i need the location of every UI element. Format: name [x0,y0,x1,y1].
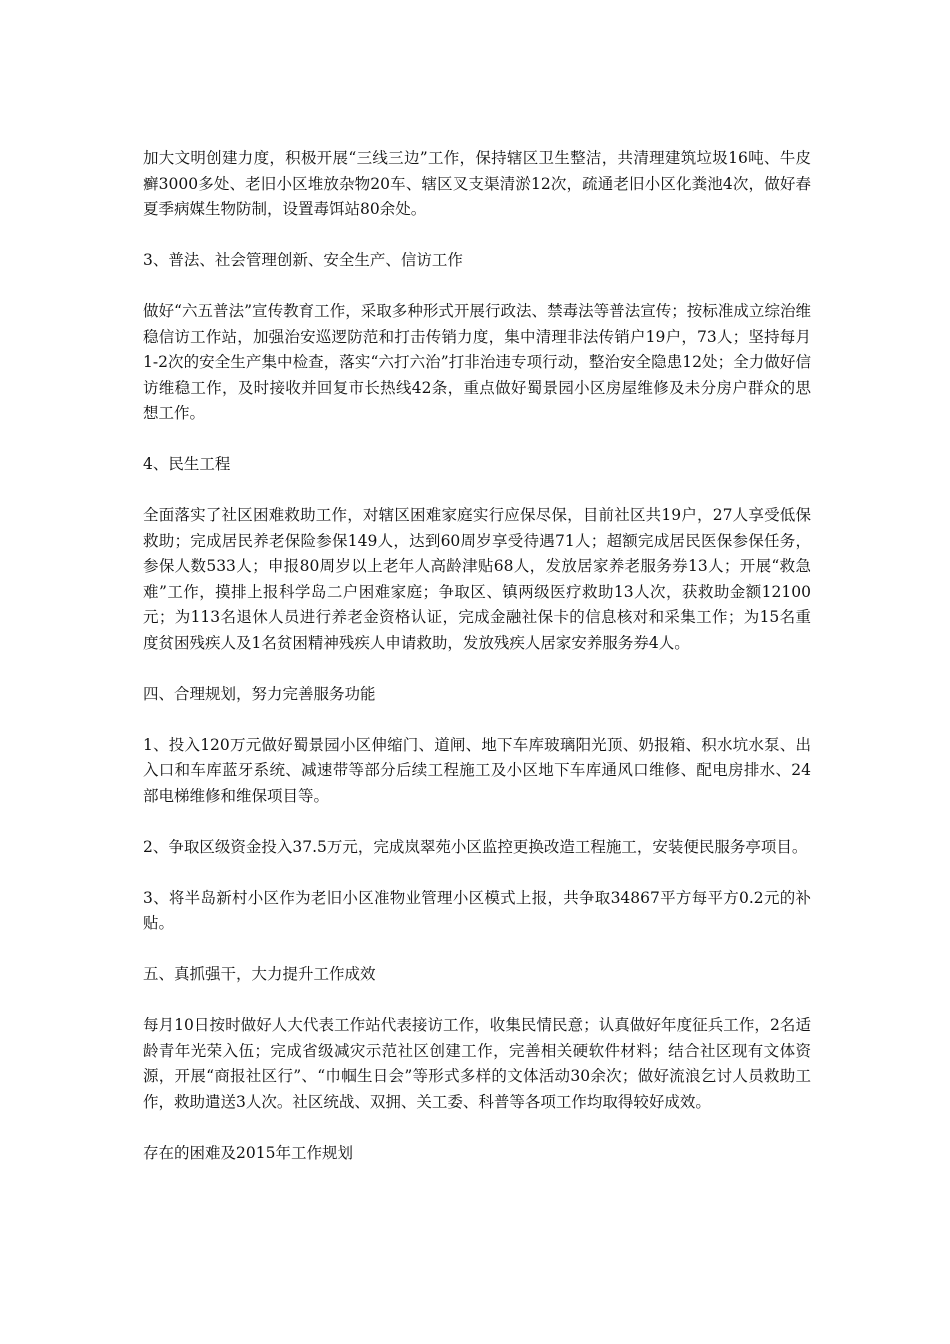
heading-section-four: 四、合理规划，努力完善服务功能 [143,684,376,703]
paragraph-item-two: 2、争取区级资金投入37.5万元，完成岚翠苑小区监控更换改造工程施工，安装便民服务亭项目。 [143,837,808,856]
heading-law-safety-petition: 3、普法、社会管理创新、安全生产、信访工作 [143,251,463,269]
heading-livelihood: 4、民生工程 [143,455,231,473]
heading-section-five: 五、真抓强干，大力提升工作成效 [143,965,376,983]
document-body [143,146,811,1192]
paragraph-livelihood: 全面落实了社区困难救助工作，对辖区困难家庭实行应保尽保，目前社区共19户，27人享受低保救助；完成居民养老保险参保149人，达到60周岁享受待遇71人；超额完成居民医保参保任务，参保人数533人；申报80周岁以上老年人高龄津贴68人，发放居家养老服务券13人；开展“救急难”工作，摸排上报科学岛二户困难家庭；争取区、镇两级医疗救助13人次，获救助金额12100元；为113名退休人员进行养老金资格认证，完成金融社保卡的信息核对和采集工作；为15名重度贫困残疾人及1名贫困精神残疾人申请救助，发放残疾人居家安养服务券4人。 [143,506,811,652]
heading-difficulties-plan: 存在的困难及2015年工作规划 [143,1143,353,1162]
paragraph-law-safety-petition: 做好“六五普法”宣传教育工作，采取多种形式开展行政法、禁毒法等普法宣传；按标准成立综治维稳信访工作站，加强治安巡逻防范和打击传销力度，集中清理非法传销户19户，73人；坚持每月1-2次的安全生产集中检查，落实“六打六治”打非治违专项行动，整治安全隐患12处；全力做好信访维稳工作，及时接收并回复市长热线42条，重点做好蜀景园小区房屋维修及未分房户群众的思想工作。 [143,302,811,422]
paragraph-item-three: 3、将半岛新村小区作为老旧小区准物业管理小区模式上报，共争取34867平方每平方0.2元的补贴。 [143,888,811,932]
paragraph-item-one: 1、投入120万元做好蜀景园小区伸缩门、道闸、地下车库玻璃阳光顶、奶报箱、积水坑水泵、出入口和车库蓝牙系统、减速带等部分后续工程施工及小区地下车库通风口维修、配电房排水、24部电梯维修和维保项目等。 [143,735,811,805]
paragraph-civilization-campaign: 加大文明创建力度，积极开展“三线三边”工作，保持辖区卫生整洁，共清理建筑垃圾16吨、牛皮癣3000多处、老旧小区堆放杂物20车、辖区叉支渠清淤12次，疏通老旧小区化粪池4次，做好春夏季病媒生物防制，设置毒饵站80余处。 [143,149,811,218]
paragraph-section-five: 每月10日按时做好人大代表工作站代表接访工作，收集民情民意；认真做好年度征兵工作，2名适龄青年光荣入伍；完成省级减灾示范社区创建工作，完善相关硬软件材料；结合社区现有文体资源，开展“商报社区行”、“巾帼生日会”等形式多样的文体活动30余次；做好流浪乞讨人员救助工作，救助遣送3人次。社区统战、双拥、关工委、科普等各项工作均取得较好成效。 [143,1016,811,1111]
